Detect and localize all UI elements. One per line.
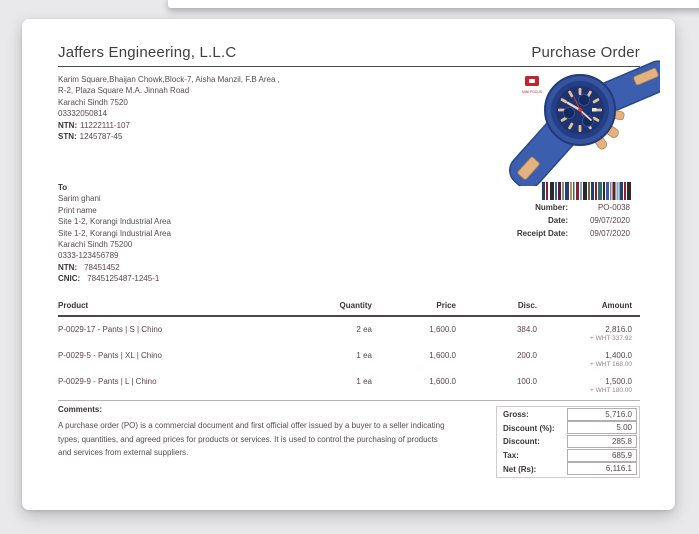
item-amount: 2,816.0: [605, 325, 632, 334]
order-number-row: [450, 203, 630, 216]
company-ntn-line: [58, 120, 280, 131]
order-date-value: 09/07/2020: [589, 216, 630, 225]
recipient-ntn-label: NTN:: [58, 262, 78, 272]
recipient-block: [58, 182, 171, 285]
company-address-line: Karachi Sindh 7520: [58, 97, 128, 107]
recipient-address-line: Site 1-2, Korangi Industrial Area: [58, 228, 171, 238]
company-stn-value: 1245787-45: [79, 132, 123, 142]
item-amount-cell: [537, 369, 640, 395]
item-amount: 1,500.0: [605, 377, 632, 386]
tax-label: Tax:: [503, 451, 519, 461]
col-header-quantity: Quantity: [292, 301, 372, 316]
table-row: [58, 343, 640, 369]
recipient-address-line: Site 1-2, Korangi Industrial Area: [58, 217, 171, 227]
purchase-order-page: [22, 19, 675, 510]
discount-row: [497, 435, 639, 449]
recipient-cnic-line: [58, 273, 171, 284]
table-row: [58, 369, 640, 395]
net-label: Net (Rs):: [503, 464, 537, 474]
net-row: [497, 462, 639, 476]
discount-label: Discount:: [503, 437, 540, 447]
item-disc: 100.0: [516, 377, 537, 386]
order-date-label: Date:: [547, 216, 568, 225]
svg-text:MINI FOCUS: MINI FOCUS: [522, 90, 542, 94]
product-photo-watch: [505, 55, 660, 186]
item-price: 1,600.0: [429, 351, 456, 360]
items-table: [58, 301, 640, 395]
barcode: [541, 182, 632, 200]
order-number-label: Number:: [535, 203, 568, 212]
receipt-date-label: Receipt Date:: [516, 229, 568, 238]
barcode-stripes: [541, 182, 632, 200]
item-amount: 1,400.0: [605, 351, 632, 360]
col-header-product: Product: [58, 301, 292, 316]
item-product: P-0029-9 - Pants | L | Chino: [58, 377, 157, 386]
item-wht: + WHT 168.00: [590, 361, 632, 368]
totals-box: [496, 406, 640, 478]
item-amount-cell: [537, 316, 640, 343]
comments-line: and services from external suppliers.: [58, 448, 189, 457]
order-meta-block: [450, 203, 630, 242]
item-product: P-0029-5 - Pants | XL | Chino: [58, 351, 162, 360]
recipient-ntn-value: 78451452: [84, 262, 120, 272]
document-title: Purchase Order: [531, 44, 640, 61]
item-disc: 200.0: [516, 351, 537, 360]
order-date-row: [450, 216, 630, 229]
discount-percent-label: Discount (%):: [503, 423, 555, 433]
company-phone: 03332050814: [58, 109, 107, 119]
recipient-phone: 0333-123456789: [58, 251, 119, 261]
discount-value: 285.8: [567, 435, 637, 448]
previous-page-edge: [168, 0, 699, 8]
table-row: [58, 316, 640, 343]
discount-percent-value: 5.00: [567, 421, 637, 434]
item-wht: + WHT 180.00: [590, 387, 632, 394]
item-price: 1,600.0: [429, 377, 456, 386]
comments-section: [58, 405, 478, 460]
item-amount-cell: [537, 343, 640, 369]
item-wht: + WHT 337.92: [590, 335, 632, 342]
tax-row: [497, 449, 639, 463]
company-stn-line: [58, 131, 280, 142]
company-name: Jaffers Engineering, L.L.C: [58, 44, 237, 61]
item-quantity: 1 ea: [356, 377, 372, 386]
recipient-name: Sarim ghani: [58, 194, 101, 204]
col-header-amount: Amount: [537, 301, 640, 316]
item-disc: 384.0: [516, 325, 537, 334]
recipient-print-name: Print name: [58, 205, 97, 215]
recipient-heading: To: [58, 183, 68, 192]
item-price: 1,600.0: [429, 325, 456, 334]
receipt-date-row: [450, 229, 630, 242]
company-ntn-label: NTN:: [58, 120, 78, 130]
tax-value: 685.9: [567, 449, 637, 462]
gross-row: [497, 408, 639, 422]
recipient-cnic-label: CNIC:: [58, 274, 81, 284]
receipt-date-value: 09/07/2020: [589, 229, 630, 238]
col-header-price: Price: [372, 301, 456, 316]
comments-line: types, quantities, and agreed prices for products or services. It is used to control the purchasing of products: [58, 434, 438, 444]
item-product: P-0029-17 - Pants | S | Chino: [58, 325, 163, 334]
item-quantity: 2 ea: [356, 325, 372, 334]
col-header-disc: Disc.: [456, 301, 537, 316]
gross-label: Gross:: [503, 410, 529, 420]
recipient-city: Karachi Sindh 75200: [58, 240, 133, 250]
recipient-cnic-value: 7845125487-1245-1: [87, 274, 160, 284]
company-address-line: R-2, Plaza Square M.A. Jinnah Road: [58, 86, 190, 96]
company-stn-label: STN:: [58, 132, 77, 142]
item-quantity: 1 ea: [356, 351, 372, 360]
recipient-ntn-line: [58, 262, 171, 273]
company-address-line: Karim Square,Bhaijan Chowk,Block-7, Aisha Manzil, F.B Area ,: [58, 75, 280, 84]
comments-heading: Comments:: [58, 405, 103, 414]
company-address-block: [58, 74, 280, 142]
net-value: 6,116.1: [567, 462, 637, 475]
gross-value: 5,716.0: [567, 408, 637, 421]
comments-line: A purchase order (PO) is a commercial document and first official offer issued by a buyer to a seller indicating: [58, 421, 445, 430]
watch-illustration: [505, 55, 660, 186]
items-header-row: [58, 301, 640, 316]
company-ntn-value: 11222111-107: [80, 120, 130, 130]
brand-logo-icon: [522, 76, 543, 94]
discount-percent-row: [497, 422, 639, 436]
order-number-value: PO-0038: [597, 203, 630, 212]
items-table-wrap: [58, 301, 640, 401]
